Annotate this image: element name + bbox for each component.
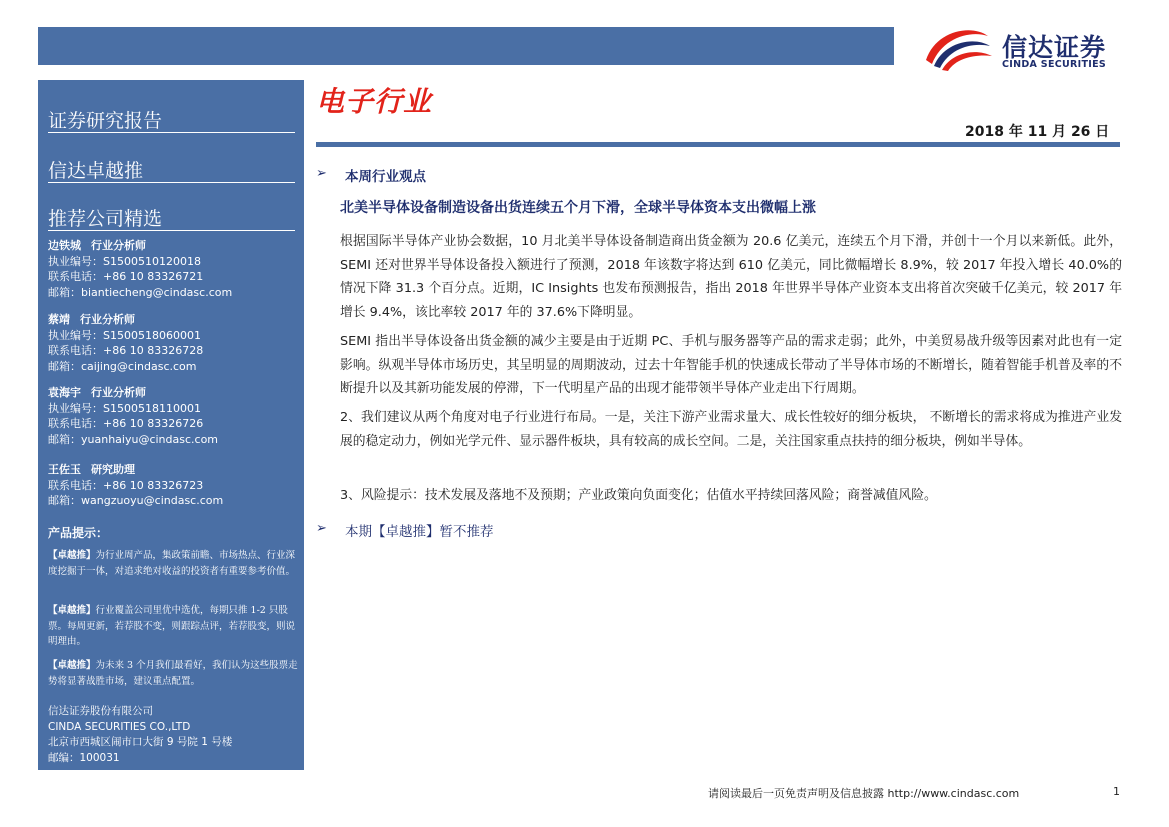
recommendation-heading: 本期【卓越推】暂不推荐 bbox=[345, 524, 494, 540]
analyst-name: 袁海宇 bbox=[48, 386, 81, 399]
bullet-arrow-icon: ➢ bbox=[316, 521, 327, 536]
logo-text-en: CINDA SECURITIES bbox=[1002, 59, 1107, 70]
analyst-phone: 联系电话：+86 10 83326723 bbox=[48, 478, 204, 492]
analyst-license: 执业编号：S1500518110001 bbox=[48, 401, 201, 415]
analyst-phone: 联系电话：+86 10 83326726 bbox=[48, 417, 204, 430]
analyst-card bbox=[48, 462, 223, 509]
cinda-logo bbox=[922, 22, 1132, 72]
sidebar bbox=[38, 80, 304, 770]
header-rule bbox=[316, 142, 1120, 147]
analyst-license: 执业编号：S1500518060001 bbox=[48, 328, 201, 342]
analyst-license: 执业编号：S1500510120018 bbox=[48, 254, 201, 268]
series-name: 信达卓越推 bbox=[48, 160, 144, 182]
company-info bbox=[48, 704, 232, 766]
product-note bbox=[48, 548, 298, 579]
cinda-swoosh-icon bbox=[922, 22, 994, 72]
industry-title: 电子行业 bbox=[316, 87, 433, 118]
report-date: 2018 年 11 月 26 日 bbox=[965, 124, 1110, 140]
article-headline: 北美半导体设备制造设备出货连续五个月下滑，全球半导体资本支出微幅上涨 bbox=[340, 200, 816, 216]
analyst-role: 行业分析师 bbox=[91, 239, 146, 252]
analyst-email[interactable]: 邮箱：biantiecheng@cindasc.com bbox=[48, 285, 233, 299]
weekly-view-heading: 本周行业观点 bbox=[345, 169, 426, 185]
product-note-tag: 【卓越推】 bbox=[48, 660, 96, 671]
bullet-arrow-icon: ➢ bbox=[316, 166, 327, 181]
analyst-email[interactable]: 邮箱：wangzuoyu@cindasc.com bbox=[48, 494, 224, 507]
product-note-tag: 【卓越推】 bbox=[48, 550, 96, 561]
paragraph: 根据国际半导体产业协会数据，10 月北美半导体设备制造商出货金额为 20.6 亿美元，连续五个月下滑，并创十一个月以来新低。此外，SEMI 还对世界半导体设备投入额进行了预测，2018 年该数字将达到 610 亿美元，同比微幅增长 8.9%，较 2017 年投入增长 40.0%的情况下降 31.3 个百分点。近期，IC Insights 也发布预测报告，指出 2018 年世界半导体产业资本支出将首次突破千亿美元，较 2017 年增长 9.4%，该比率较 2017 年的 37.6%下降明显。 bbox=[340, 234, 1122, 320]
divider bbox=[48, 182, 295, 183]
analyst-role: 行业分析师 bbox=[80, 313, 135, 326]
paragraph: 3、风险提示：技术发展及落地不及预期；产业政策向负面变化；估值水平持续回落风险；商誉减值风险。 bbox=[340, 488, 937, 503]
analyst-phone: 联系电话：+86 10 83326721 bbox=[48, 270, 204, 283]
analyst-card bbox=[48, 385, 218, 447]
product-note-text: 行业覆盖公司里优中选优，每期只推 1-2 只股票。每周更新，若荐股不变，则跟踪点评，若荐股变，则说明理由。 bbox=[48, 605, 296, 647]
analyst-card bbox=[48, 238, 232, 300]
product-note-tag: 【卓越推】 bbox=[48, 605, 96, 616]
product-note-text: 为未来 3 个月我们最看好，我们认为这些股票走势将显著战胜市场，建议重点配置。 bbox=[48, 660, 298, 687]
logo-text-cn: 信达证券 bbox=[1002, 33, 1107, 62]
analyst-name: 王佐玉 bbox=[48, 463, 81, 476]
analyst-role: 研究助理 bbox=[91, 463, 135, 476]
analyst-email[interactable]: 邮箱：yuanhaiyu@cindasc.com bbox=[48, 432, 219, 446]
analyst-email[interactable]: 邮箱：caijing@cindasc.com bbox=[48, 359, 197, 373]
company-name-en: CINDA SECURITIES CO.,LTD bbox=[48, 720, 191, 733]
product-note-text: 为行业周产品，集政策前瞻、市场热点、行业深度挖掘于一体，对追求绝对收益的投资者有重要参考价值。 bbox=[48, 550, 296, 577]
paragraph: 2、我们建议从两个角度对电子行业进行布局。一是，关注下游产业需求量大、成长性较好的细分板块， 不断增长的需求将成为推进产业发展的稳定动力，例如光学元件、显示器件板块，具有较高的成长空间。二是，关注国家重点扶持的细分板块，例如半导体。 bbox=[340, 410, 1122, 449]
analyst-name: 蔡靖 bbox=[48, 313, 70, 326]
analyst-name: 边铁城 bbox=[48, 239, 81, 252]
product-note bbox=[48, 603, 298, 650]
company-postcode: 邮编：100031 bbox=[48, 751, 120, 764]
page-number: 1 bbox=[1113, 785, 1120, 798]
paragraph: SEMI 指出半导体设备出货金额的减少主要是由于近期 PC、手机与服务器等产品的需求走弱；此外，中美贸易战升级等因素对此也有一定影响。纵观半导体市场历史，其呈明显的周期波动，过去十年智能手机的快速成长带动了半导体市场的不断增长，随着智能手机普及率的不断提升以及其新功能发展的停滞，下一代明星产品的出现才能带领半导体产业走出下行周期。 bbox=[340, 334, 1122, 396]
report-type: 证券研究报告 bbox=[48, 110, 163, 132]
analyst-card bbox=[48, 312, 203, 374]
product-tip-heading: 产品提示： bbox=[48, 526, 109, 540]
analyst-phone: 联系电话：+86 10 83326728 bbox=[48, 344, 204, 357]
company-name-cn: 信达证券股份有限公司 bbox=[48, 705, 153, 717]
divider bbox=[48, 132, 295, 133]
divider bbox=[48, 230, 295, 231]
product-note bbox=[48, 658, 298, 689]
disclaimer-note[interactable]: 请阅读最后一页免责声明及信息披露 http://www.cindasc.com bbox=[708, 787, 1020, 800]
company-address: 北京市西城区闹市口大街 9 号院 1 号楼 bbox=[48, 736, 233, 748]
analyst-role: 行业分析师 bbox=[91, 386, 146, 399]
picks-title: 推荐公司精选 bbox=[48, 208, 163, 230]
header-banner bbox=[38, 27, 894, 65]
